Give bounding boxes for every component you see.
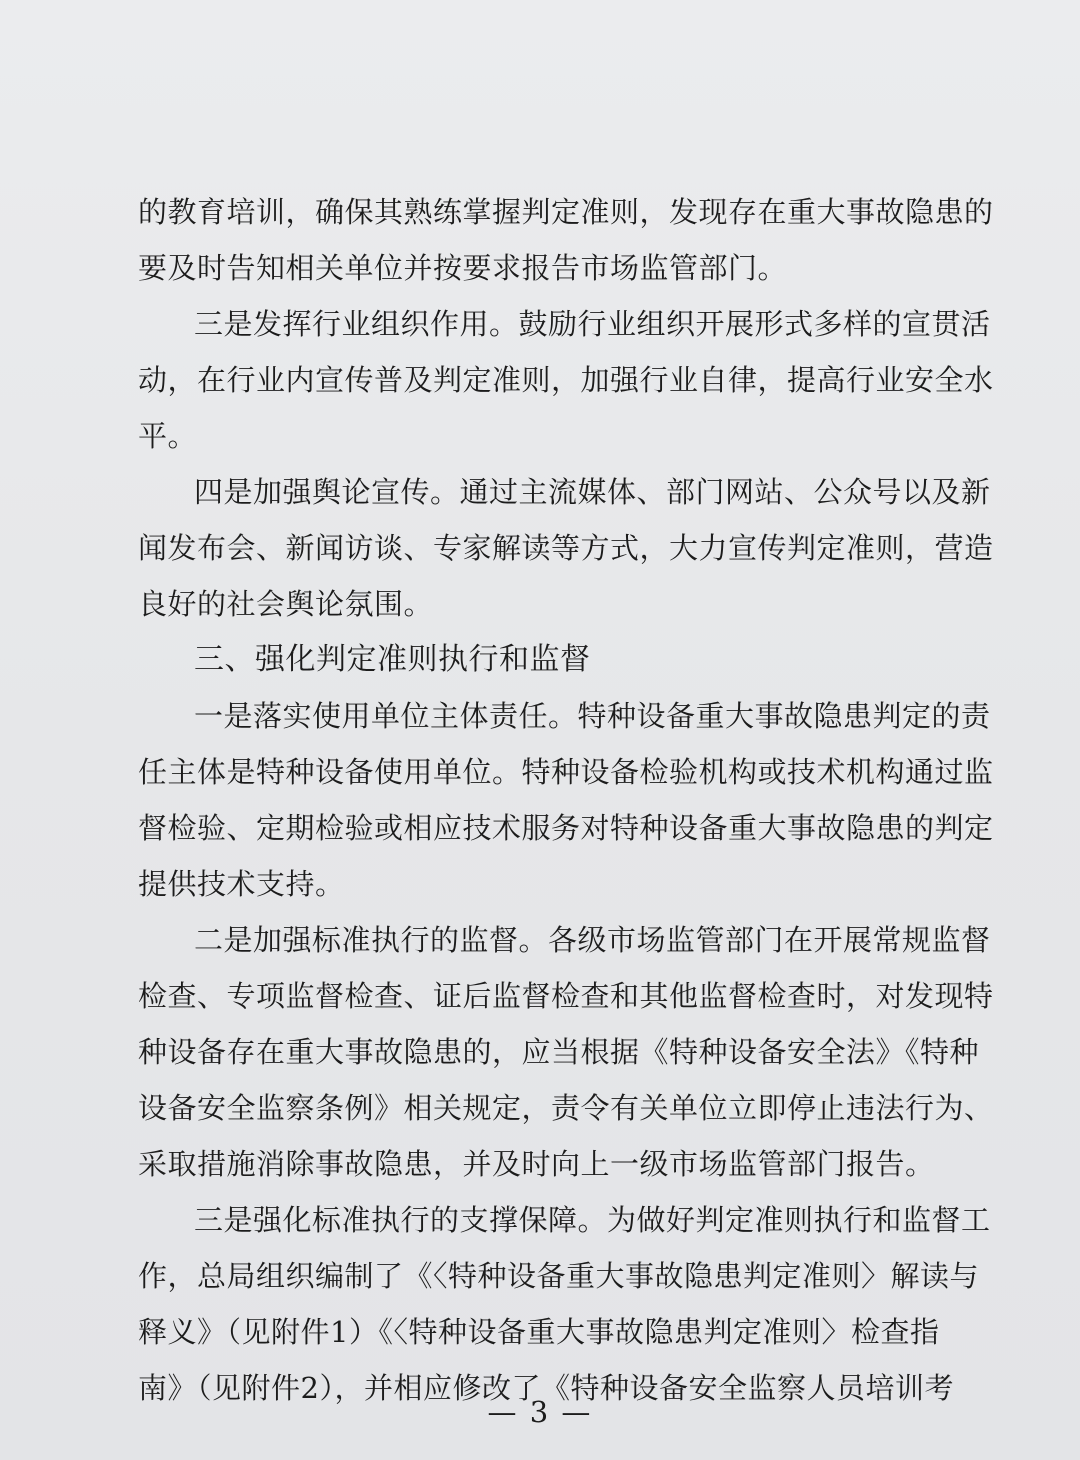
body-line: 作，总局组织编制了《〈特种设备重大事故隐患判定准则〉解读与 <box>138 1259 980 1293</box>
body-line: 检查、专项监督检查、证后监督检查和其他监督检查时，对发现特 <box>138 979 994 1013</box>
page-number: — 3 — <box>487 1395 593 1429</box>
body-line: 采取措施消除事故隐患，并及时向上一级市场监管部门报告。 <box>138 1147 935 1181</box>
body-line: 良好的社会舆论氛围。 <box>138 587 434 621</box>
body-line: 释义》（见附件1）《〈特种设备重大事故隐患判定准则〉检查指 <box>138 1315 940 1349</box>
body-line: 任主体是特种设备使用单位。特种设备检验机构或技术机构通过监 <box>138 755 994 789</box>
paragraph-start-line: 四是加强舆论宣传。通过主流媒体、部门网站、公众号以及新 <box>194 475 991 509</box>
body-line: 的教育培训，确保其熟练掌握判定准则，发现存在重大事故隐患的 <box>138 195 994 229</box>
body-line: 种设备存在重大事故隐患的，应当根据《特种设备安全法》《特种 <box>138 1035 980 1069</box>
body-line: 设备安全监察条例》相关规定，责令有关单位立即停止违法行为、 <box>138 1091 994 1125</box>
body-line: 督检验、定期检验或相应技术服务对特种设备重大事故隐患的判定 <box>138 811 994 845</box>
body-line: 闻发布会、新闻访谈、专家解读等方式，大力宣传判定准则，营造 <box>138 531 994 565</box>
body-line: 提供技术支持。 <box>138 867 345 901</box>
paragraph-start-line: 三是强化标准执行的支撑保障。为做好判定准则执行和监督工 <box>194 1203 991 1237</box>
paragraph-start-line: 二是加强标准执行的监督。各级市场监管部门在开展常规监督 <box>194 923 991 957</box>
paragraph-start-line: 一是落实使用单位主体责任。特种设备重大事故隐患判定的责 <box>194 699 991 733</box>
body-line: 要及时告知相关单位并按要求报告市场监管部门。 <box>138 251 788 285</box>
document-body <box>138 184 994 1416</box>
body-line: 动，在行业内宣传普及判定准则，加强行业自律，提高行业安全水 <box>138 363 994 397</box>
body-line: 平。 <box>138 419 198 453</box>
section-heading: 三、强化判定准则执行和监督 <box>194 642 591 677</box>
body-line: 南》（见附件2），并相应修改了《特种设备安全监察人员培训考 <box>138 1371 954 1405</box>
paragraph-start-line: 三是发挥行业组织作用。鼓励行业组织开展形式多样的宣贯活 <box>194 307 991 341</box>
